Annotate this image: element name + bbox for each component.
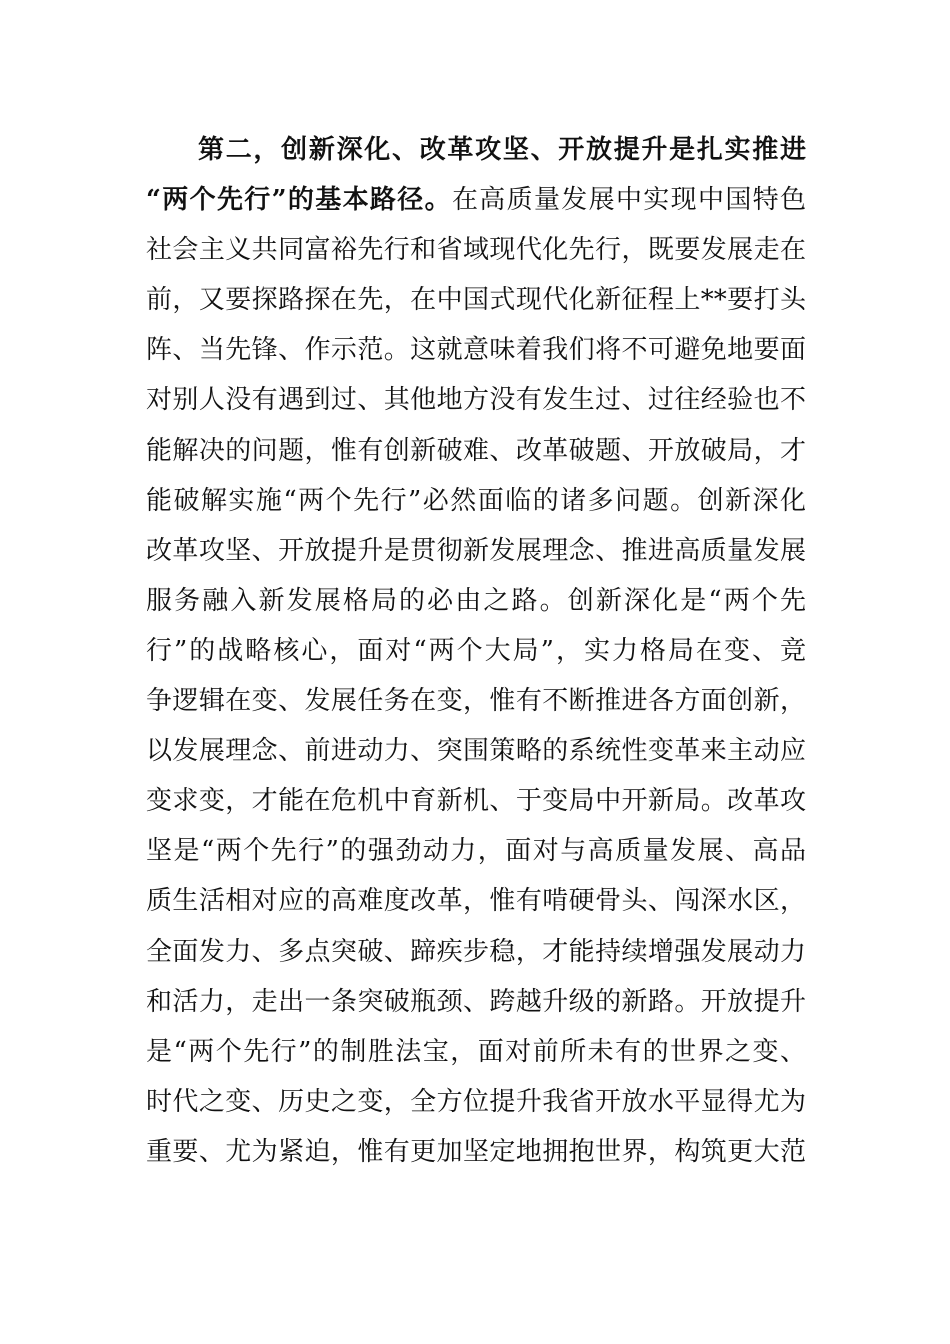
line-text: 社会主义共同富裕先行和省域现代化先行，既要发展走在 (146, 235, 806, 266)
paragraph-line (146, 676, 806, 726)
paragraph-line (146, 426, 806, 476)
paragraph-line (146, 375, 806, 425)
line-text: 质生活相对应的高难度改革，惟有啃硬骨头、闯深水区， (146, 886, 806, 917)
paragraph-line (146, 1077, 806, 1127)
line-text: 在高质量发展中实现中国特色 (451, 185, 806, 216)
paragraph-line (146, 977, 806, 1027)
paragraph-line (146, 175, 806, 225)
line-text: 能破解实施“两个先行”必然面临的诸多问题。创新深化 (146, 485, 806, 516)
line-text: 重要、尤为紧迫，惟有更加坚定地拥抱世界，构筑更大范 (146, 1136, 806, 1167)
line-text: 是“两个先行”的制胜法宝，面对前所未有的世界之变、 (146, 1036, 806, 1067)
paragraph-line (146, 776, 806, 826)
paragraph-line (146, 1127, 806, 1177)
paragraph-line (146, 876, 806, 926)
paragraph-line (146, 275, 806, 325)
paragraph-line (146, 1027, 806, 1077)
line-text: 阵、当先锋、作示范。这就意味着我们将不可避免地要面 (146, 335, 806, 366)
line-text: 争逻辑在变、发展任务在变，惟有不断推进各方面创新， (146, 686, 806, 717)
line-text: 和活力，走出一条突破瓶颈、跨越升级的新路。开放提升 (146, 986, 806, 1017)
paragraph-line (146, 225, 806, 275)
paragraph-line (146, 576, 806, 626)
bold-heading-text: 第二，创新深化、改革攻坚、开放提升是扎实推进 (198, 135, 806, 165)
paragraph-line (146, 726, 806, 776)
paragraph-line (146, 526, 806, 576)
line-text: 时代之变、历史之变，全方位提升我省开放水平显得尤为 (146, 1086, 806, 1117)
line-text: 改革攻坚、开放提升是贯彻新发展理念、推进高质量发展 (146, 535, 806, 566)
line-text: 对别人没有遇到过、其他地方没有发生过、过往经验也不 (146, 385, 806, 416)
line-text: 以发展理念、前进动力、突围策略的系统性变革来主动应 (146, 736, 806, 767)
body-paragraph (146, 125, 806, 1177)
line-text: 前，又要探路探在先，在中国式现代化新征程上**要打头 (146, 285, 806, 316)
paragraph-line (146, 626, 806, 676)
line-text: 变求变，才能在危机中育新机、于变局中开新局。改革攻 (146, 786, 806, 817)
paragraph-line (146, 125, 806, 175)
line-text: 服务融入新发展格局的必由之路。创新深化是“两个先 (146, 585, 806, 616)
line-text: 能解决的问题，惟有创新破难、改革破题、开放破局，才 (146, 435, 806, 466)
line-text: 行”的战略核心，面对“两个大局”，实力格局在变、竞 (146, 635, 806, 666)
line-text: 全面发力、多点突破、蹄疾步稳，才能持续增强发展动力 (146, 936, 806, 967)
bold-heading-text: “两个先行”的基本路径。 (146, 185, 452, 216)
paragraph-line (146, 325, 806, 375)
paragraph-line (146, 476, 806, 526)
paragraph-line (146, 826, 806, 876)
paragraph-line (146, 927, 806, 977)
line-text: 坚是“两个先行”的强劲动力，面对与高质量发展、高品 (146, 836, 806, 867)
